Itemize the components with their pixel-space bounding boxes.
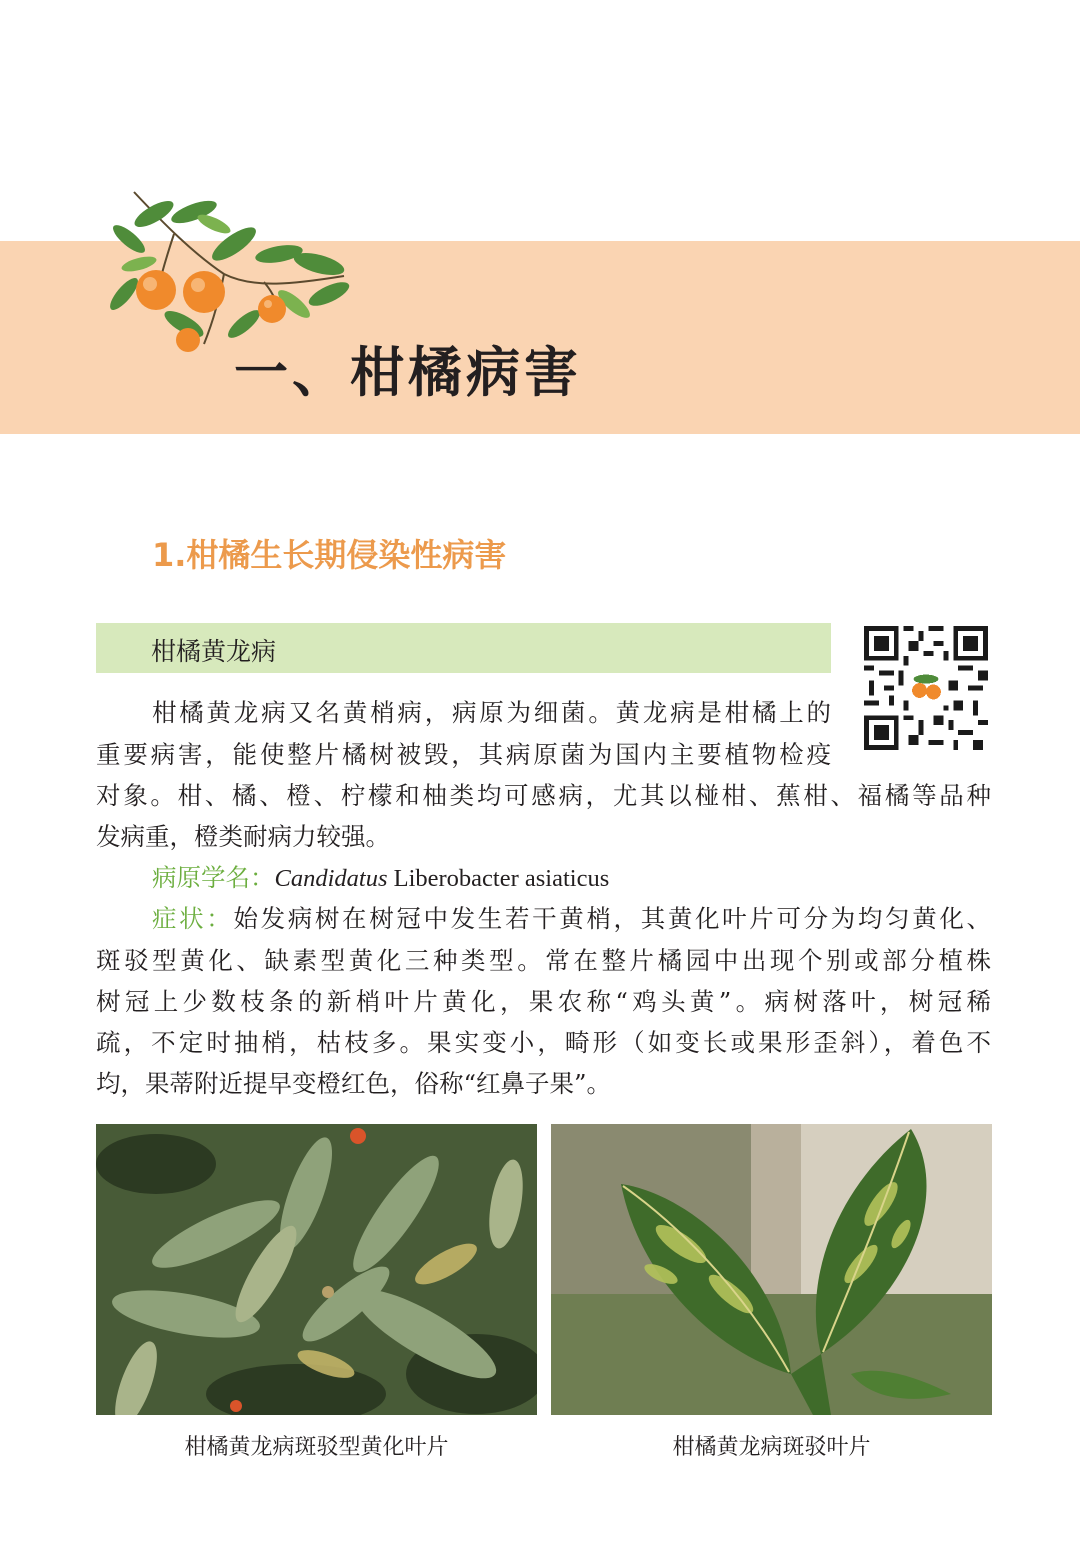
intro-line-1: 柑橘黄龙病又名黄梢病，病原为细菌。黄龙病是柑橘上的 <box>152 698 831 727</box>
section-heading: 1.柑橘生长期侵染性病害 <box>152 536 507 574</box>
qr-code[interactable] <box>864 626 988 750</box>
pathogen-genus: Candidatus <box>274 865 388 892</box>
disease-title: 柑橘黄龙病 <box>151 637 277 666</box>
pathogen-label: 病原学名： <box>152 863 275 892</box>
photo-mottled-leaf <box>551 1124 992 1415</box>
symptoms-text-1: 始发病树在树冠中发生若干黄梢，其黄化叶片可分为均匀黄化、 <box>233 904 992 933</box>
intro-line-3: 对象。柑、橘、橙、柠檬和柚类均可感病，尤其以椪柑、蕉柑、福橘等品种 <box>96 781 991 810</box>
symptoms-line-1 <box>152 904 991 934</box>
photo-caption-1: 柑橘黄龙病斑驳型黄化叶片 <box>184 1435 449 1460</box>
photo-caption-2: 柑橘黄龙病斑驳叶片 <box>672 1435 871 1460</box>
pathogen-species: Liberobacter asiaticus <box>387 865 610 892</box>
intro-line-4: 发病重，橙类耐病力较强。 <box>96 822 390 851</box>
pathogen-line <box>152 863 609 894</box>
symptoms-line-5: 均，果蒂附近提早变橙红色，俗称“红鼻子果”。 <box>96 1069 612 1098</box>
symptoms-line-4: 疏，不定时抽梢，枯枝多。果实变小，畸形（如变长或果形歪斜），着色不 <box>96 1028 991 1057</box>
symptoms-line-2: 斑驳型黄化、缺素型黄化三种类型。常在整片橘园中出现个别或部分植株 <box>96 946 991 975</box>
symptoms-label: 症状： <box>152 904 234 933</box>
chapter-title: 一、柑橘病害 <box>234 341 582 404</box>
disease-title-bar <box>96 623 831 673</box>
photo-mottled-yellowing-leaves <box>96 1124 537 1415</box>
intro-line-2: 重要病害，能使整片橘树被毁，其病原菌为国内主要植物检疫 <box>96 740 831 769</box>
symptoms-line-3: 树冠上少数枝条的新梢叶片黄化，果农称“鸡头黄”。病树落叶，树冠稀 <box>96 987 991 1016</box>
